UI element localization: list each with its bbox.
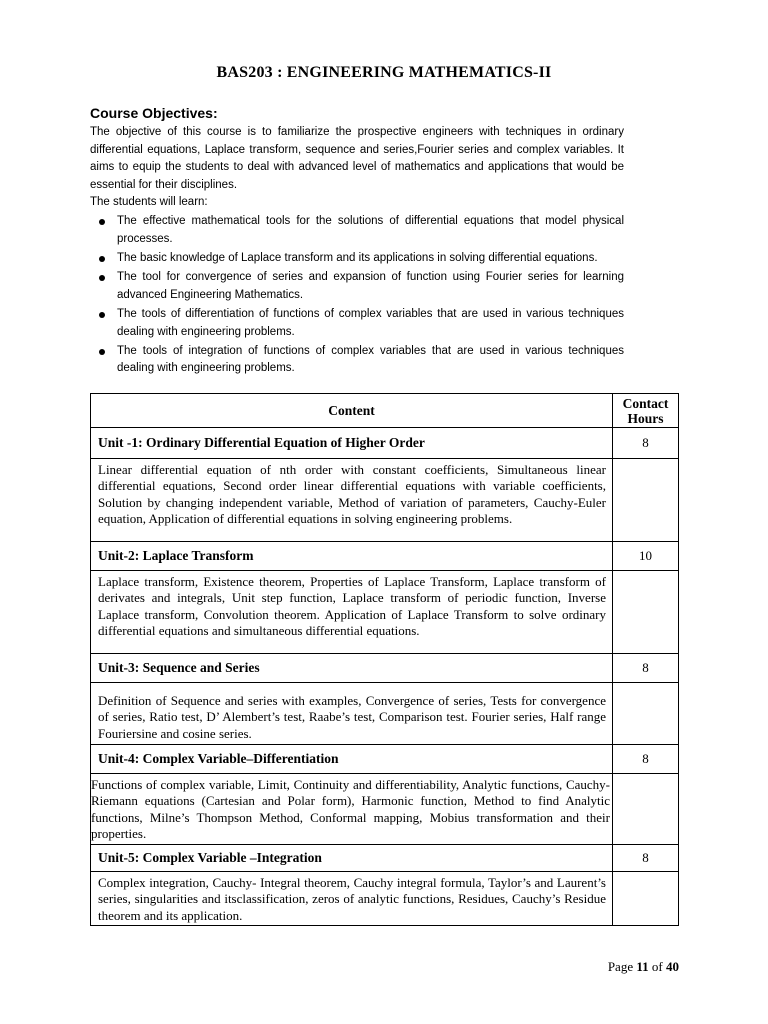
list-item bbox=[90, 269, 624, 304]
bullet-text: The tools of differentiation of functions of complex variables that are used in various techniques dealing with engineering problems. bbox=[117, 307, 624, 338]
table-row bbox=[91, 654, 679, 683]
unit-description bbox=[91, 774, 613, 845]
table-row bbox=[91, 683, 679, 745]
bullet-icon bbox=[99, 256, 105, 262]
bullet-icon bbox=[99, 349, 105, 355]
bullet-text: The tool for convergence of series and expansion of function using Fourier series for learning advanced Engineering Mathematics. bbox=[117, 271, 624, 301]
unit-description bbox=[91, 459, 613, 542]
unit-hours: 8 bbox=[613, 654, 679, 683]
unit-title: Unit -1: Ordinary Differential Equation of Higher Order bbox=[91, 428, 613, 459]
bullet-icon bbox=[99, 312, 105, 318]
objectives-lead: The students will learn: bbox=[90, 196, 208, 209]
of-label: of bbox=[651, 959, 663, 974]
unit-description-text: Definition of Sequence and series with examples, Convergence of series, Tests for convergence of series, Ratio test, D’ Alembert’s test, Raabe’s test, Comparison test. Fourier series, Half range Fouriersine and cosine series. bbox=[98, 693, 606, 741]
table-row bbox=[91, 459, 679, 542]
page-footer bbox=[608, 959, 679, 975]
list-item bbox=[90, 343, 624, 378]
objectives-list bbox=[90, 213, 624, 377]
unit-title: Unit-4: Complex Variable–Differentiation bbox=[91, 745, 613, 774]
course-objectives bbox=[90, 103, 624, 378]
list-item bbox=[90, 213, 624, 248]
unit-hours-empty bbox=[613, 683, 679, 745]
unit-description-text: Functions of complex variable, Limit, Continuity and differentiability, Analytic functions, Cauchy- Riemann equations (Cartesian and Polar form), Harmonic function, Method to find Analytic functions, Milne’s Thompson Method, Conformal mapping, Mobius transformation and their properties. bbox=[91, 777, 610, 841]
unit-title: Unit-2: Laplace Transform bbox=[91, 542, 613, 571]
contact-hours-header-line2: Hours bbox=[627, 410, 664, 426]
unit-description bbox=[91, 571, 613, 654]
table-row bbox=[91, 774, 679, 845]
table-row bbox=[91, 542, 679, 571]
unit-hours: 8 bbox=[613, 428, 679, 459]
page-label: Page bbox=[607, 959, 634, 974]
contact-hours-header bbox=[613, 394, 679, 428]
unit-hours-empty bbox=[613, 872, 679, 926]
course-title: BAS203 : ENGINEERING MATHEMATICS-II bbox=[216, 64, 552, 81]
list-item bbox=[90, 306, 624, 341]
table-row bbox=[91, 571, 679, 654]
unit-hours: 8 bbox=[613, 845, 679, 872]
unit-description-text: Linear differential equation of nth order with constant coefficients, Simultaneous linear differential equations, Second order linear differential equations with variable coefficients, Solution by changing independent variable, Method of variation of parameters, Cauchy-Euler equation, Application of differential equations in solving engineering problems. bbox=[98, 462, 606, 526]
table-row bbox=[91, 428, 679, 459]
page-number: 11 bbox=[636, 959, 649, 974]
unit-hours-empty bbox=[613, 459, 679, 542]
table-header-row bbox=[91, 394, 679, 428]
unit-hours: 8 bbox=[613, 745, 679, 774]
bullet-icon bbox=[99, 219, 105, 225]
table-row bbox=[91, 872, 679, 926]
total-pages: 40 bbox=[666, 959, 679, 974]
objectives-heading: Course Objectives: bbox=[90, 105, 218, 121]
bullet-text: The basic knowledge of Laplace transform and its applications in solving differential equations. bbox=[117, 252, 598, 265]
unit-description bbox=[91, 683, 613, 745]
unit-description-text: Laplace transform, Existence theorem, Properties of Laplace Transform, Laplace transform of derivates and integrals, Unit step function, Laplace transform of periodic function, Inverse Laplace transform, Convolution theorem. Application of Laplace Transform to solve ordinary differential equations and simultaneous differential equations. bbox=[98, 574, 606, 638]
unit-description bbox=[91, 872, 613, 926]
table-row bbox=[91, 745, 679, 774]
list-item bbox=[90, 250, 624, 268]
bullet-icon bbox=[99, 275, 105, 281]
bullet-text: The effective mathematical tools for the solutions of differential equations that model physical processes. bbox=[117, 215, 624, 246]
syllabus-table bbox=[90, 393, 679, 926]
bullet-text: The tools of integration of functions of complex variables that are used in various techniques dealing with engineering problems. bbox=[117, 344, 624, 375]
objectives-intro: The objective of this course is to familiarize the prospective engineers with techniques in ordinary differential equations, Laplace transform, sequence and series,Fourier series and complex variables. It aims to equip the students to deal with advanced level of mathematics and applications that would be essential for their disciplines. bbox=[90, 126, 624, 191]
unit-hours-empty bbox=[613, 774, 679, 845]
content-header: Content bbox=[91, 394, 613, 428]
unit-title: Unit-5: Complex Variable –Integration bbox=[91, 845, 613, 872]
unit-hours: 10 bbox=[613, 542, 679, 571]
unit-title: Unit-3: Sequence and Series bbox=[91, 654, 613, 683]
table-row bbox=[91, 845, 679, 872]
unit-hours-empty bbox=[613, 571, 679, 654]
contact-hours-header-line1: Contact bbox=[622, 395, 669, 411]
unit-description-text: Complex integration, Cauchy- Integral theorem, Cauchy integral formula, Taylor’s and Laurent’s series, singularities and itsclassification, zeros of analytic functions, Residues, Cauchy’s Residue theorem and its application. bbox=[98, 875, 606, 923]
